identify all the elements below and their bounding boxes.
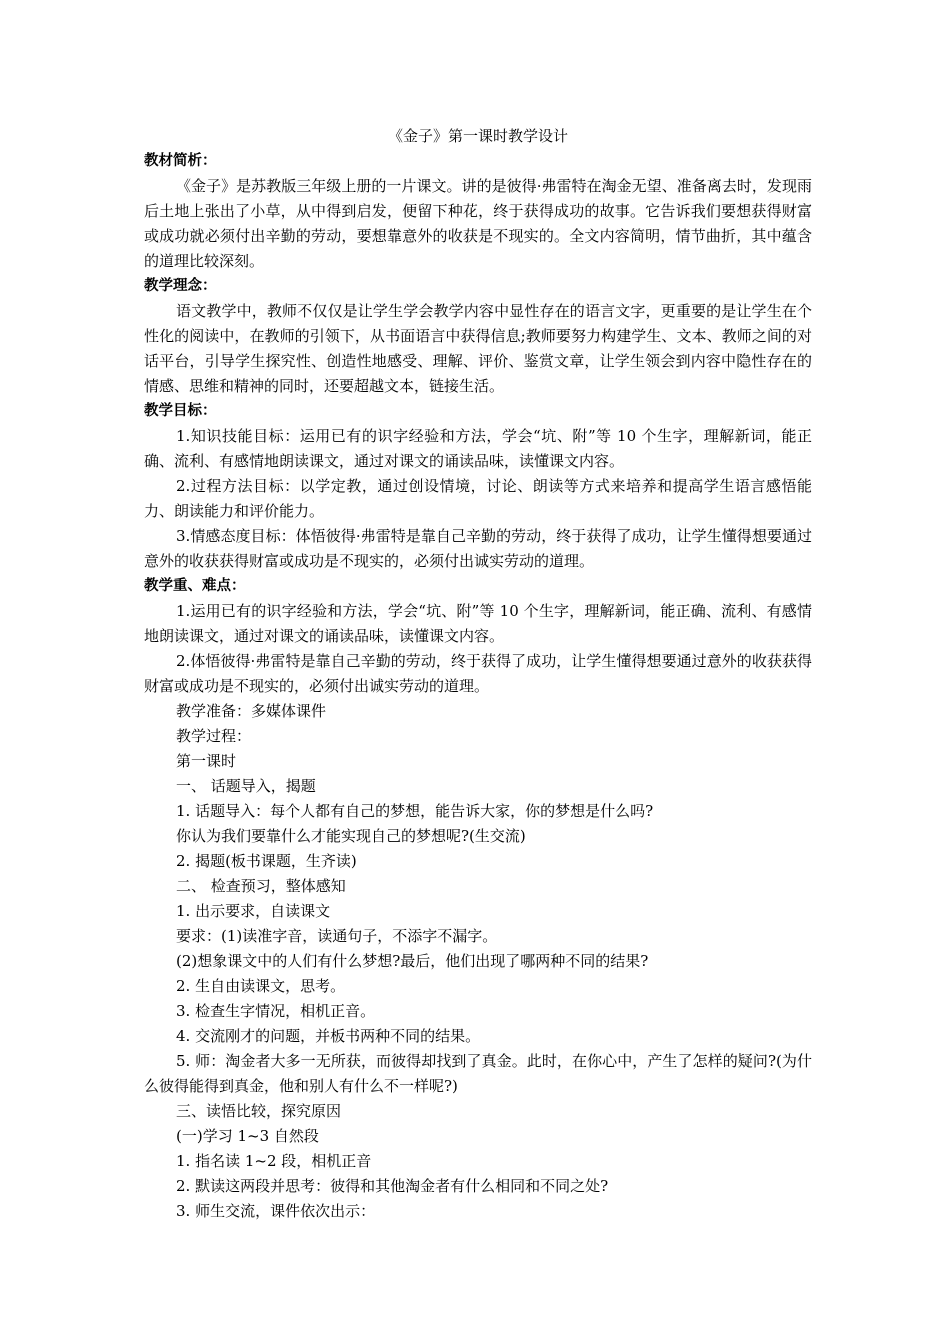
paragraph: 1. 话题导入：每个人都有自己的梦想，能告诉大家，你的梦想是什么吗? xyxy=(176,802,654,820)
section-teaching-philosophy xyxy=(144,274,812,399)
paragraph: 1. 指名读 1~2 段，相机正音 xyxy=(176,1152,372,1170)
paragraph: 要求：(1)读准字音，读通句子，不添字不漏字。 xyxy=(176,927,498,945)
paragraph: 1.运用已有的识字经验和方法，学会“坑、附”等 10 个生字，理解新词，能正确、流利、有感情地朗读课文，通过对课文的诵读品味，读懂课文内容。 xyxy=(144,602,812,645)
paragraph: 4. 交流刚才的问题，并板书两种不同的结果。 xyxy=(176,1027,481,1045)
paragraph: 你认为我们要靠什么才能实现自己的梦想呢?(生交流) xyxy=(176,827,526,845)
paragraph: 一、 话题导入，揭题 xyxy=(176,777,316,795)
paragraph: 2.过程方法目标：以学定教，通过创设情境，讨论、朗读等方式来培养和提高学生语言感悟能力、朗读能力和评价能力。 xyxy=(144,477,812,520)
paragraph: 3. 师生交流，课件依次出示： xyxy=(176,1202,376,1220)
paragraph: 第一课时 xyxy=(176,752,237,770)
section-heading: 教材简析： xyxy=(144,153,217,169)
section-key-points xyxy=(144,574,812,1224)
paragraph: 教学过程： xyxy=(176,727,252,745)
document-body xyxy=(144,124,812,1224)
paragraph: (一)学习 1~3 自然段 xyxy=(176,1127,319,1145)
paragraph: 5. 师：淘金者大多一无所获，而彼得却找到了真金。此时，在你心中，产生了怎样的疑问?(为什么彼得能得到真金，他和别人有什么不一样呢?) xyxy=(144,1052,812,1095)
paragraph: (2)想象课文中的人们有什么梦想?最后，他们出现了哪两种不同的结果? xyxy=(176,952,649,970)
section-heading: 教学目标： xyxy=(144,403,217,419)
paragraph: 1.知识技能目标：运用已有的识字经验和方法，学会“坑、附”等 10 个生字，理解新词，能正确、流利、有感情地朗读课文，通过对课文的诵读品味，读懂课文内容。 xyxy=(144,427,812,470)
paragraph: 教学准备：多媒体课件 xyxy=(176,702,327,720)
paragraph: 三、读悟比较，探究原因 xyxy=(176,1102,342,1120)
document-title: 《金子》第一课时教学设计 xyxy=(387,127,568,145)
section-teaching-goals xyxy=(144,399,812,574)
section-heading: 教学理念： xyxy=(144,278,217,294)
paragraph: 2.体悟彼得·弗雷特是靠自己辛勤的劳动，终于获得了成功，让学生懂得想要通过意外的收获获得财富或成功是不现实的，必须付出诚实劳动的道理。 xyxy=(144,652,812,695)
paragraph: 二、 检查预习，整体感知 xyxy=(176,877,346,895)
paragraph: 2. 默读这两段并思考：彼得和其他淘金者有什么相同和不同之处? xyxy=(176,1177,609,1195)
section-textbook-analysis xyxy=(144,149,812,274)
section-heading: 教学重、难点： xyxy=(144,578,246,594)
paragraph: 2. 生自由读课文，思考。 xyxy=(176,977,346,995)
paragraph: 《金子》是苏教版三年级上册的一片课文。讲的是彼得·弗雷特在淘金无望、准备离去时，发现雨后土地上张出了小草，从中得到启发，便留下种花，终于获得成功的故事。它告诉我们要想获得财富或成功就必须付出辛勤的劳动，要想靠意外的收获是不现实的。全文内容简明，情节曲折，其中蕴含的道理比较深刻。 xyxy=(144,177,812,270)
paragraph: 1. 出示要求，自读课文 xyxy=(176,902,331,920)
paragraph: 语文教学中，教师不仅仅是让学生学会教学内容中显性存在的语言文字，更重要的是让学生在个性化的阅读中，在教师的引领下，从书面语言中获得信息;教师要努力构建学生、文本、教师之间的对话平台，引导学生探究性、创造性地感受、理解、评价、鉴赏文章，让学生领会到内容中隐性存在的情感、思维和精神的同时，还要超越文本，链接生活。 xyxy=(144,302,812,395)
paragraph: 2. 揭题(板书课题，生齐读) xyxy=(176,852,357,870)
paragraph: 3.情感态度目标：体悟彼得·弗雷特是靠自己辛勤的劳动，终于获得了成功，让学生懂得想要通过意外的收获获得财富或成功是不现实的，必须付出诚实劳动的道理。 xyxy=(144,527,812,570)
paragraph: 3. 检查生字情况，相机正音。 xyxy=(176,1002,376,1020)
